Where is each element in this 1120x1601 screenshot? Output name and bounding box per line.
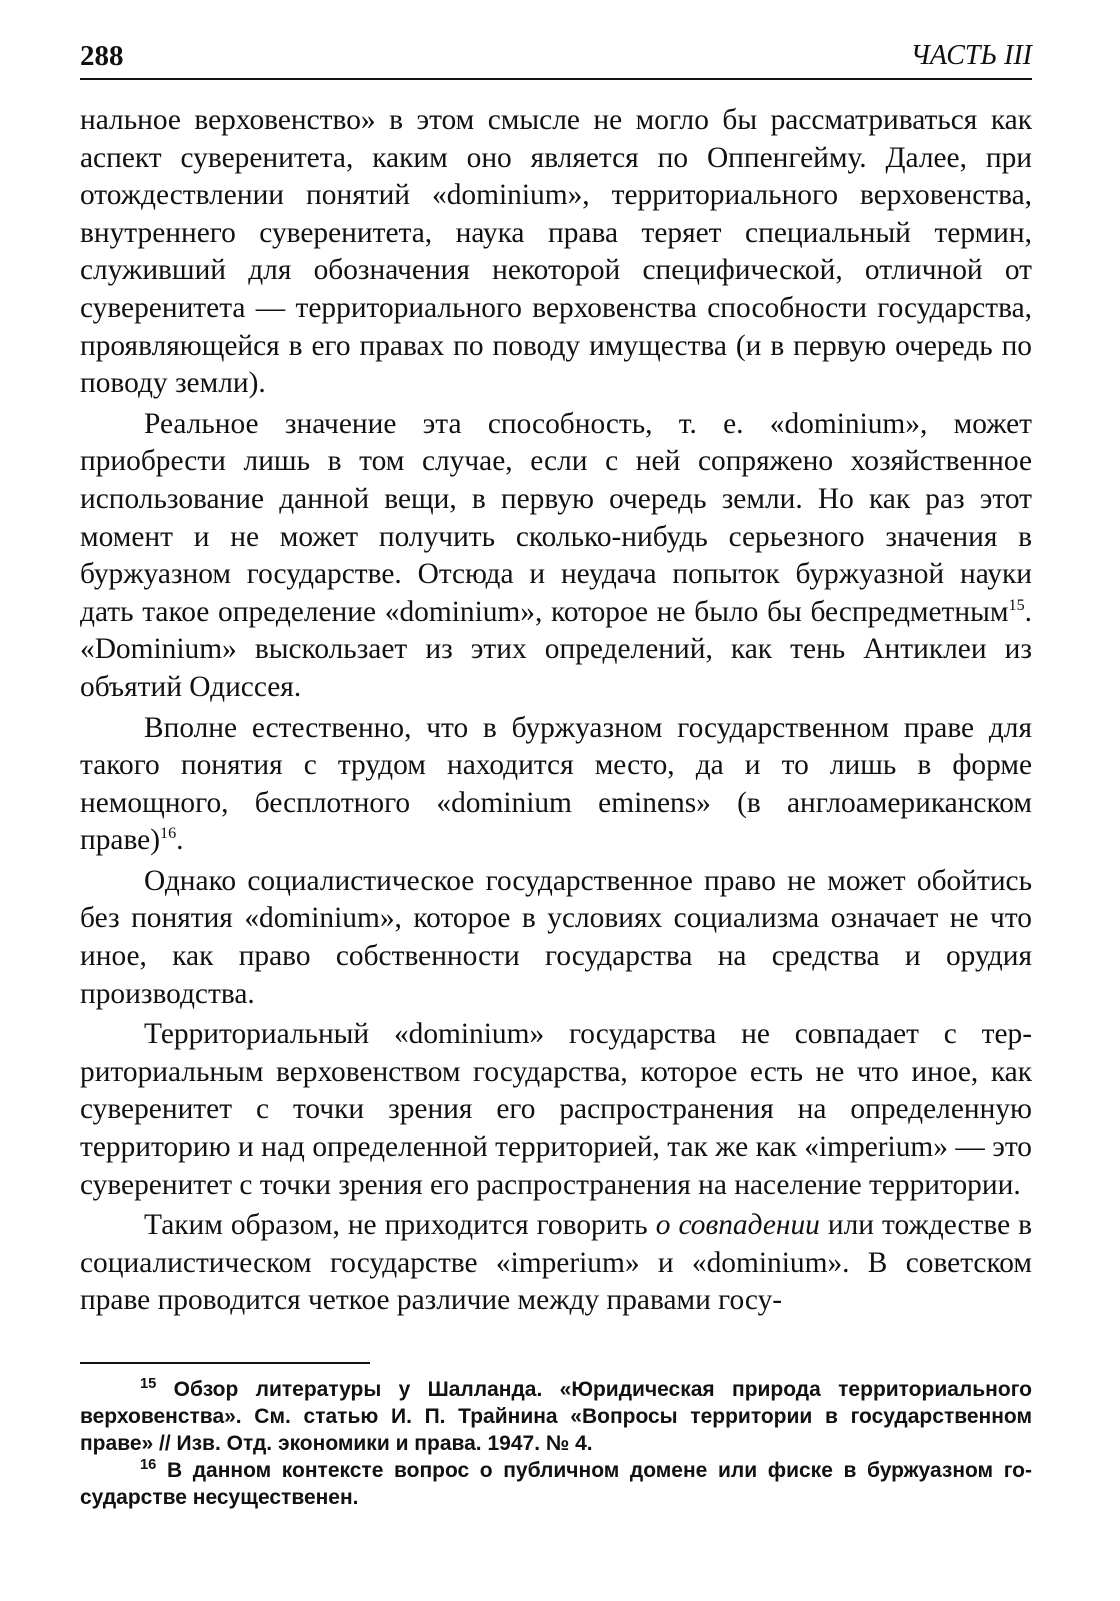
paragraph-2 [80,406,1032,707]
paragraph-3 [80,710,1032,860]
paragraph-2-text-cont: . «Dominium» выскользает из этих определений, как тень Антиклеи из объятий Одиссея. [80,595,1032,703]
paragraph-4: Однако социалистическое государственное право не может обойтись без понятия «dominium», которое в условиях социализма означает не что иное, как право собственности государства на средства и орудия производства. [80,864,1032,1010]
footnote-16-text: В данном контексте вопрос о публичном домене или фиске в буржуазном государстве несущественен. [80,1459,1032,1509]
footnote-number-15: 15 [140,1376,157,1392]
footnote-ref-15[interactable]: 15 [1008,596,1025,614]
footnote-number-16: 16 [140,1457,157,1473]
paragraph-6 [80,1207,1032,1320]
footnote-15-text: Обзор литературы у Шалланда. «Юридическая природа территориального верховенства». См. статью И. П. Трайнина «Вопросы территории в государственном праве» // Изв. Отд. экономики и права. 1947. № 4. [80,1378,1032,1455]
page-number: 288 [80,40,124,72]
footnote-15 [80,1376,1032,1457]
paragraph-5: Территориальный «dominium» государства не совпадает с территориальным верховенством государства, которое есть не что иное, как суверенитет с точки зрения его распространения на определенную территорию и над определенной территорией, так же как «imperium» — это суверенитет с точки зрения его распространения на население территории. [80,1018,1032,1201]
running-head: ЧАСТЬ III [910,40,1032,71]
paragraph-3-text-cont: . [176,824,184,857]
footnote-16 [80,1457,1032,1511]
paragraph-1: нальное верховенство» в этом смысле не могло бы рассматриваться как аспект суверенитета, каким оно является по Оппенгейму. Далее, при отождествлении понятий «dominium», территориального верховенства, внутреннего суверенитета, наука права теряет специальный термин, служивший для обозначения некоторой специфической, отличной от суверенитета — территориального верховенства способности государства, проявляющейся в его правах по поводу имущества (и в первую очередь по поводу земли). [80,104,1032,400]
paragraph-6-text-cont: или тождестве в социалистическом государстве «imperium» и «dominium». В советском праве проводится четкое различие между правами госу- [80,1209,1033,1317]
paragraph-6-text: Таким образом, не приходится говорить [144,1209,656,1242]
emphasis-text: о совпадении [655,1209,820,1242]
page-header [80,38,1032,80]
book-page [80,38,1032,1511]
footnote-ref-16[interactable]: 16 [160,825,177,843]
footnote-separator [80,1362,370,1364]
paragraph-3-text: Вполне естественно, что в буржуазном государственном праве для такого понятия с трудом находится место, да и то лишь в форме немощного, бесплотного «dominium eminens» (в англоамериканском праве) [80,711,1032,857]
main-text [80,102,1032,1320]
paragraph-2-text: Реальное значение эта способность, т. е. «dominium», может приобрести лишь в том случае, если с ней сопряжено хозяйственное использование данной вещи, в первую очередь земли. Но как раз этот момент и не может получить сколько-нибудь серьезного значения в буржуазном государстве. Отсюда и неудача попыток буржуазной науки дать такое определение «dominium», которое не было бы беспредметным [80,407,1032,628]
footnotes [80,1376,1032,1511]
